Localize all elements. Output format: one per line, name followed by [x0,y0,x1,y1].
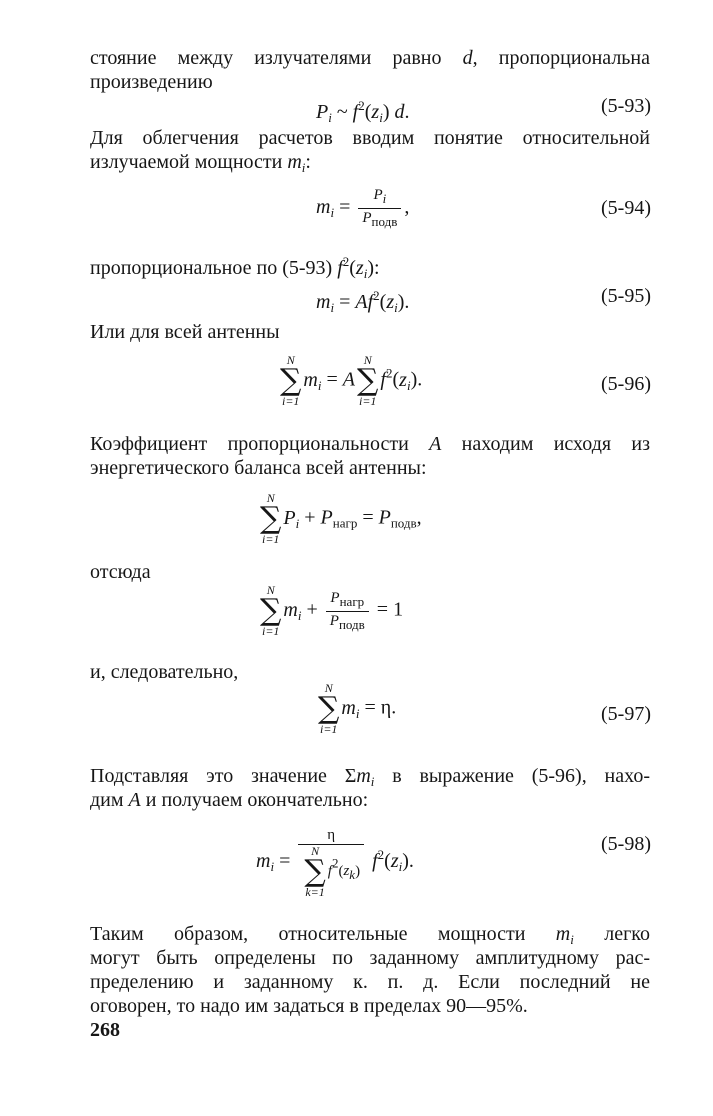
equation-5-97: N ∑ i=1 $m_i = \eta$. [318,681,397,736]
summation: N ∑ i=1 [260,491,282,546]
text-line: и, следовательно, [90,661,239,683]
text-line: Коэффициент пропорциональности A находим исходя из [90,433,650,455]
equation-normalized-balance: N ∑ i=1 $m_i$ + $\frac{\text{Pнагр}}{\text{Pподв}}$ = 1 [260,583,404,638]
text-line: Таким образом, относительные мощности $m_i$ легко [90,923,650,947]
equation-5-94: $m_i$ = $\frac{Pi}{\text{Pподв}}$ , [316,187,410,229]
equation-5-95: $m_i = Af^2(z_i)$. [316,288,410,315]
text-line: отсюда [90,561,151,583]
equation-number: (5-96) [601,373,651,395]
equation-number: (5-93) [601,95,651,117]
equation-number: (5-95) [601,285,651,307]
text-line: Для облегчения расчетов вводим понятие относительной [90,127,650,149]
summation: N ∑ k=1 [304,844,326,899]
text-line: Или для всей антенны [90,321,280,343]
text-line: Подставляя это значение $\Sigma m_i$ в выражение (5-96), нахо- [90,765,650,789]
fraction: η N ∑ k=1 f2(zk) [298,826,364,899]
text-line: излучаемой мощности $m_i$: [90,151,311,175]
text-line: могут быть определены по заданному амплитудному рас- [90,947,650,969]
summation: N ∑ i=1 [260,583,282,638]
summation: N ∑ i=1 [318,681,340,736]
equation-number: (5-94) [601,197,651,219]
text-line: пределению и заданному к. п. д. Если последний не [90,971,650,993]
equation-5-93: $P_i$ ~ $f^2(z_i)$ d. [316,98,410,125]
text-line: пропорциональное по (5-93) $f^2(z_i)$: [90,254,380,281]
text-line: стояние между излучателями равно d, пропорциональна [90,47,651,69]
equation-number: (5-97) [601,703,651,725]
equation-balance: N ∑ i=1 $P_i + P_{нагр} = P_{подв}$, [260,491,422,546]
fraction: $\frac{Pi}{\text{Pподв}}$ [358,186,401,231]
fraction: $\frac{\text{Pнагр}}{\text{Pподв}}$ [326,589,369,634]
equation-5-96: N ∑ i=1 $m_i = A$ N ∑ i=1 $f^2(z_i)$. [280,353,423,408]
text-line: оговорен, то надо им задаться в пределах 90—95%. [90,995,528,1017]
equation-5-98: $m_i$ = η N ∑ k=1 f2(zk) $f^2(z_i)$. [256,827,414,899]
text-line: дим A и получаем окончательно: [90,789,369,811]
equation-number: (5-98) [601,833,651,855]
text-line: произведению [90,71,213,93]
page-number: 268 [90,1019,120,1041]
summation: N ∑ i=1 [357,353,379,408]
summation: N ∑ i=1 [280,353,302,408]
text-line: энергетического баланса всей антенны: [90,457,427,479]
